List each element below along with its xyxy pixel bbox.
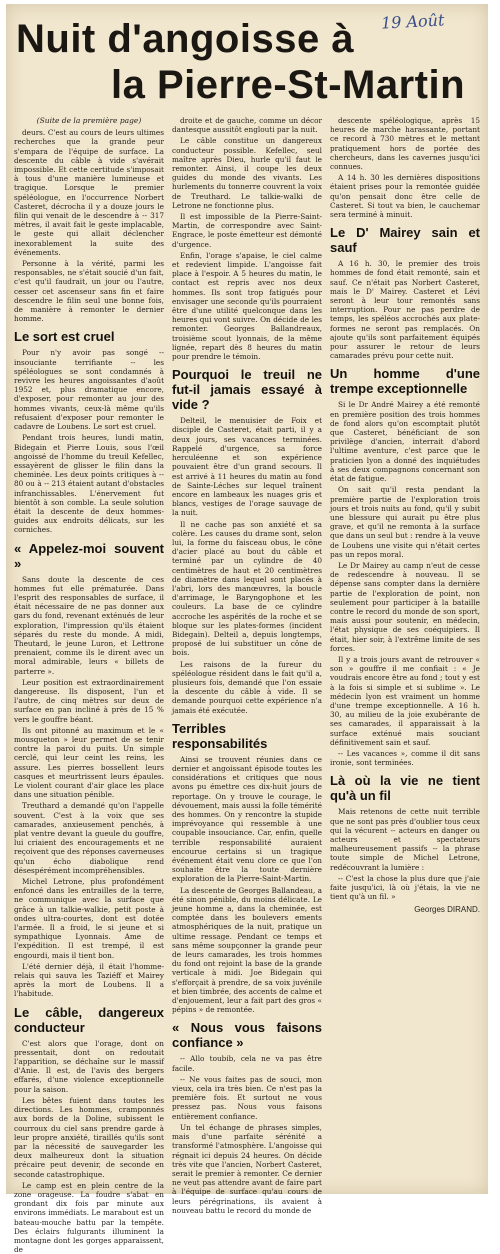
article-paragraph: Il ne cache pas son anxiété et sa colère. Les causes du drame sont, selon lui, la forme du faisceau obus, le cône d'acier placé au bout du câble et terminé par un cylindre de 40 centimètres de haut et 20 centimètres de diamètre dans lequel sont placés à l'abri, lors des manœuvres, la boucle d'arrimage, le Baryngophone et les couleurs. La base de ce cylindre accroche les aspérités de la roche et se bloque sur les plates-formes (incident Bidegain). Delteil a, depuis longtemps, proposé de lui substituer un cône de bois. xyxy=(172,519,322,658)
newspaper-clipping xyxy=(6,4,488,1254)
continuation-note: (Suite de la première page) xyxy=(36,116,142,125)
section-heading: Terribles responsabilités xyxy=(172,720,268,751)
article-column-1 xyxy=(14,116,164,1254)
section-heading: Là où la vie ne tient qu'à un fil xyxy=(330,773,480,804)
article-paragraph: Les bêtes fuient dans toutes les directions. Les hommes, cramponnés aux bords de la Doline, subissent le courroux du ciel sans prendre garde à leur propre anxiété, tiraillés qu'ils sont par la nécessité de sauvegarder les deux malheureux dont la situation précaire peut devenir, de seconde en seconde catastrophique. xyxy=(14,1095,164,1179)
article-paragraph: Les raisons de la fureur du spéléologue résident dans le fait qu'il a, plusieurs fois, demandé que l'on essaie la descente du câble à vide. Il se demande pourquoi cette expérience n'a jamais été exécutée. xyxy=(172,659,322,715)
article-paragraph: deurs. C'est au cours de leurs ultimes recherches que la grande peur s'empara de l'équipe de surface. La descente du câble à vide s'avérait impossible. Et cette certitude s'imposait à tous d'une manière lumineuse et tragique. Lorsque le premier spéléologue, en l'occurrence Norbert Casteret, décrocha il y a douze jours le filin qui venait de le descendre à -- 317 mètres, il avait fait le geste implacable, le geste qui allait déclencher inexorablement la suite des événements. xyxy=(14,128,164,257)
section-heading: « Appelez-moi souvent » xyxy=(14,540,164,571)
article-column-2 xyxy=(172,116,323,1215)
article-paragraph: Michel Letrone, plus profondément enfoncé dans les entrailles de la terre, ne communique avec la surface que grâce à un talkie-walkie, petit poste à ondes ultra-courtes, dont est dotée l'armée. Il a froid, le si jeune et si sympathique Lyonnais. Ame de l'expédition. Il est trempé, il est engourdi, mais il tient bon. xyxy=(14,877,164,960)
article-paragraph: On sait qu'il resta pendant la première partie de l'exploration trois jours et trois nuits au fond, qu'il y subit une blessure qui aurait pu être plus grave, et qu'il ne remonta à la surface que dans un seul but : rendre à la veuve de Loubens une visite qui n'était certes pas un repos moral. xyxy=(330,485,480,559)
article-paragraph: Pendant trois heures, lundi matin, Bidegain et Pierre Louis, sous l'œil angoissé de l'homme du treuil Kefellec, essayèrent de glisser le filin dans la cheminée. Les deux points critiques à -- 80 ou à -- 213 étaient autant d'obstacles infranchissables. L'énervement fut bientôt à son comble. La seule solution était la descente de deux hommes-guides aux endroits délicats, sur les corniches. xyxy=(14,433,164,535)
author-signature: Georges DIRAND. xyxy=(414,905,480,915)
article-paragraph: -- Allo toubib, cela ne va pas être facile. xyxy=(172,1054,322,1073)
article-paragraph: Mais retenons de cette nuit terrible que ne sont pas près d'oublier tous ceux qui la vécurent -- acteurs en danger ou acteurs et spectateurs malheureusement passifs -- la phrase toute simple de Michel Letrone, redécouvrant la lumière : xyxy=(330,807,480,872)
section-heading: Un homme d'une trempe exceptionnelle xyxy=(330,366,480,397)
article-paragraph: Ainsi se trouvent réunies dans ce dernier et angoissant épisode toutes les considérations et critiques que nous avons pu émettre ces dix-huit jours de reportage. On y trouve le courage, le dévouement, mais aussi la folle témérité des hommes. On y rencontre la stupide imprévoyance qui ressemble à une coupable insouciance. Car, enfin, quelle terrible responsabilité auraient encourue certains si un tragique événement était venu clore ce que l'on souhaite être la toute dernière exploration de la Pierre-Saint-Martin. xyxy=(172,754,322,884)
article-paragraph: Personne à la vérité, parmi les responsables, ne s'était soucié d'un fait, c'est qu'il faudrait, un jour ou l'autre, cesser cet ascenseur sans fin et faire descendre le filin seul une bonne fois, de manière à remonter le dernier homme. xyxy=(14,259,164,324)
article-paragraph: Ils ont pitonné au maximum et le « mousqueton » leur permet de se tenir contre la paroi du puits. Un simple cerclé, qui leur ceint les reins, les assure. Les pierres bossellent leurs casques et meurtrissent leurs épaules. Le violent courant d'air glace les place dans une situation pénible. xyxy=(14,725,164,800)
article-paragraph: Le câble constitue un dangereux conducteur possible. Kefellec, seul maître après Dieu, hurle qu'il faut le remonter. Ainsi, il coupe les deux guides du monde des vivants. Les hurlements du tonnerre couvrent la voix de Treuthard. Le talkie-walki de Letrone ne fonctionne plus. xyxy=(172,136,322,210)
article-paragraph: Le camp est en plein centre de la zone orageuse. La foudre s'abat en grondant dix fois par minute aux environs immédiats. Le marabout est un bateau-mouche battu par la tempête. Des éclairs fulgurants illuminent la montagne dont les gorges apparaissent, de xyxy=(14,1180,164,1254)
article-paragraph: Leur position est extraordinairement dangereuse. Ils disposent, l'un et l'autre, de cinq mètres sur deux de surface en pan incliné à près de 15 % vers le gouffre béant. xyxy=(14,677,164,724)
handwritten-date: 19 Août xyxy=(380,10,445,33)
article-paragraph: C'est alors que l'orage, dont on pressentait, dont on redoutait l'apparition, se déchaîne sur le massif d'Anie. Il est, de l'avis des bergers effarés, d'une violence exceptionnelle pour la saison. xyxy=(14,1038,164,1094)
article-column-3 xyxy=(330,116,480,1186)
article-paragraph: Pour n'y avoir pas songé -- insouciante terrifiante -- les spéléologues se sont condamnés à revivre les heures angoissantes d'août 1952 et, plus dramatique encore, d'exposer, pour remonter au jour des hommes vivants, ceux-là même qu'ils refusaient d'exposer pour remonter le cadavre de Loubens. Le sort est cruel. xyxy=(14,348,164,432)
section-heading: Pourquoi le treuil ne fut-il jamais essayé à vide ? xyxy=(172,367,322,413)
section-heading: Le sort est cruel xyxy=(14,329,115,345)
headline-line-2: la Pierre-St-Martin xyxy=(111,63,466,107)
article-paragraph: Il y a trois jours avant de retrouver « son » gouffre il me confiait : « Je voudrais encore être au fond ; tout y est à la fois si simple et si sublime ». Le médecin lyon est vraiment un homme d'une trempe exceptionnelle. A 16 h. 30, au milieu de la joie exubérante de ses camarades, il apparaissait à la surface exténué mais souciant définitivement sain et sauf. xyxy=(330,654,480,747)
article-paragraph: L'été dernier déjà, il était l'homme-relais qui sauva les Taziéff et Mairey après la mort de Loubens. Il a l'habitude. xyxy=(14,961,164,999)
article-paragraph: Le Dr Mairey au camp n'eut de cesse de redescendre à nouveau. Il se dépense sans compter dans la dernière partie de l'exploration de point, non seulement pour participer à la bataille contre le record du monde de son sport, mais aussi pour soutenir, en médecin, l'état physique de ses coéquipiers. Il était, hier soir, à l'extrême limite de ses forces. xyxy=(330,560,480,653)
article-columns xyxy=(14,116,480,1254)
article-paragraph: -- Ne vous faites pas de souci, mon vieux, cela ira très bien. Ce n'est pas la première fois. Et surtout ne vous pressez pas. Nous vous faisons entièrement confiance. xyxy=(172,1074,322,1121)
headline-line-1: Nuit d'angoisse à xyxy=(16,17,355,61)
article-paragraph: Treuthard a demandé qu'on l'appelle souvent. C'est à la voix que ses camarades, anxieusement penchés, à plat ventre devant la gueule du gouffre, lui criaient des encouragements et ne reçoivent que des réponses caverneuses qu'un écho diabolique rend désespérément incompréhensibles. xyxy=(14,801,164,875)
article-paragraph: descente spéléologique, après 15 heures de marche harassante, portant ce record à 730 mètres et le mettant pratiquement hors de portée des chercheurs, dans les cavernes jusqu'ici connues. xyxy=(330,116,480,172)
article-paragraph: La descente de Georges Ballandeau, a été sinon pénible, du moins délicate. Le jeune homme a, dans la cheminée, est comptée dans les boulevers ements atmosphériques de la nuit, pratique un ultime ressage. Pendant ce temps et sans même soupçonner la grande peur de leurs camarades, les trois hommes du fond ont rejoint la base de la grande verticale à midi. Joe Bidegain qui s'efforçait à prendre, de sa voix juvénile et bien timbrée, des accents de calme et d'enjouement, leur a fait part des gros « pépins » de remontée. xyxy=(172,885,323,1015)
headline xyxy=(16,16,484,108)
article-paragraph: A 16 h. 30, le premier des trois hommes de fond était remonté, sain et sauf. Ce n'était pas Norbert Casteret, mais le D' Mairey. Casteret et Lévi seront à leur tour remontés sans interruption. Pour ne pas perdre de temps, les spéléos accrochés aux plate-formes ne seront pas remplacés. On ajoute qu'ils sont parfaitement équipés pour assurer le retour de leurs camarades prévu pour cette nuit. xyxy=(330,259,480,361)
article-paragraph: -- Les vacances », comme il dit sans ironie, sont terminées. xyxy=(330,748,480,768)
section-heading: Le câble, dangereux conducteur xyxy=(14,1004,164,1035)
article-paragraph: Un tel échange de phrases simples, mais d'une parfaite sérénité a transformé l'atmosphère. L'angoisse qui régnait ici depuis 24 heures. On décide très vite que l'ancien, Norbert Casteret, serait le premier à remonter. Ce dernier ne veut pas attendre avant de faire part à l'équipe de surface qu'au cours de leurs pérégrinations, ils avaient à nouveau battu le record du monde de xyxy=(172,1122,322,1215)
article-paragraph: Enfin, l'orage s'apaise, le ciel calme et redevient limpide. L'angoisse fait place à l'espoir. A 5 heures du matin, le contact est repris avec nos deux hommes. Ils sont trop fatigués pour envisager une seconde qu'ils pourraient être d'une utilité quelconque dans les heures qui vont suivre. On décide de les remonter. Georges Ballandreaux, troisième scout lyonnais, de la même lignée, repart dès 8 heures du matin pour prendre le témoin. xyxy=(172,250,322,362)
article-paragraph: droite et de gauche, comme un décor dantesque aussitôt englouti par la nuit. xyxy=(172,116,322,135)
article-paragraph: -- C'est la chose la plus dure que j'aie faite jusqu'ici, là où j'étais, la vie ne tient qu'à un fil. » xyxy=(330,873,480,902)
section-heading: Le D' Mairey sain et sauf xyxy=(330,225,480,256)
article-paragraph: Sans doute la descente de ces hommes fut elle prématurée. Dans l'esprit des responsables de surface, il était nécessaire de ne pas donner aux gars du fond, revenant exténués de leur exploration, l'impression qu'ils étaient séparés du reste du monde. A midi, Theutard, le jeune Luron, et Lettrone prenaient, comme ils le dirent avec un moral admirable, leurs « billets de parterre ». xyxy=(14,574,164,676)
article-paragraph: A 14 h. 30 les dernières dispositions étaient prises pour la remontée guidée qu'on pensait donc être celle de Casteret. Si tout va bien, le cauchemar sera terminé à minuit. xyxy=(330,173,480,220)
article-paragraph: Delteil, le menuisier de Foix et disciple de Casteret, était parti, il y a deux jours, ses vacances terminées. Rappelé d'urgence, sa force herculéenne et son expérience pouvaient être d'un grand secours. Il est arrivé à 11 heures du matin au fond de Sainte-Léches sur lequel traînent encore en lambeaux les nuages gris et blancs, vestiges de l'orage sauvage de la nuit. xyxy=(172,416,322,518)
article-paragraph: Si le Dr André Mairey a été remonté en première position des trois hommes de fond alors qu'on escomptait plutôt que Casteret, bénéficiant de son privilège d'ancien, interrait d'abord l'ultime aventure, c'est parce que le praticien lyon a donné des inquiétudes à ses deux compagnons concernant son état de fatigue. xyxy=(330,400,480,484)
article-paragraph: Il est impossible de la Pierre-Saint-Martin, de correspondre avec Saint-Engrace, le poste émetteur est démonté d'urgence. xyxy=(172,212,322,249)
section-heading: « Nous vous faisons confiance » xyxy=(172,1020,322,1051)
